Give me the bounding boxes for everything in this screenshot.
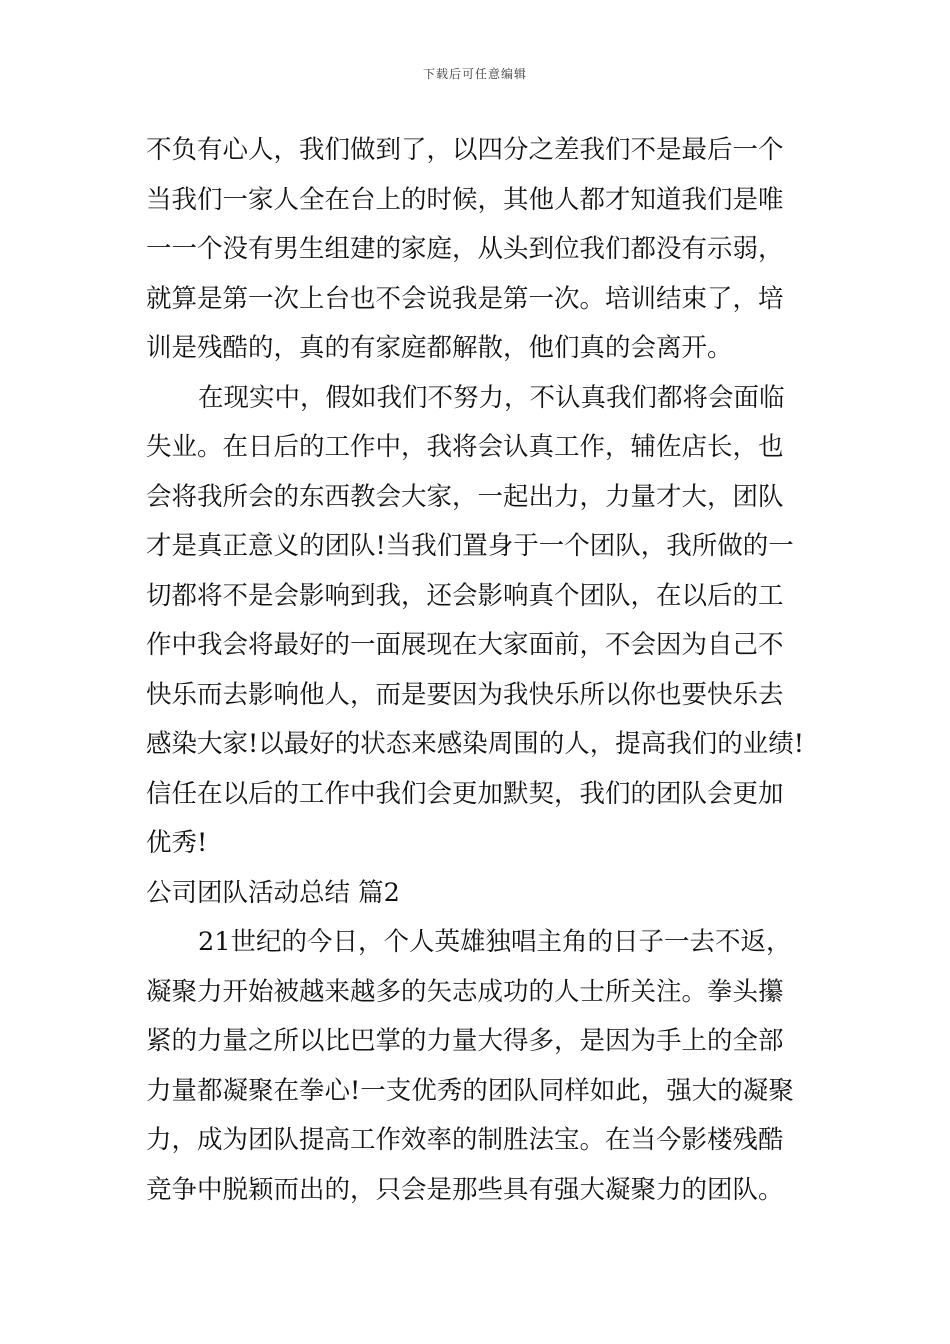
text-line: 才是真正意义的团队!当我们置身于一个团队，我所做的一 (146, 531, 794, 561)
text-line: 竞争中脱颖而出的，只会是那些具有强大凝聚力的团队。 (146, 1174, 784, 1205)
paragraph-start-line: 21世纪的今日，个人英雄独唱主角的日子一去不返， (198, 927, 792, 957)
text-line: 感染大家!以最好的状态来感染周围的人，提高我们的业绩! (146, 729, 804, 759)
text-line: 紧的力量之所以比巴掌的力量大得多，是因为手上的全部 (146, 1026, 784, 1056)
text-line: 训是残酷的，真的有家庭都解散，他们真的会离开。 (146, 333, 733, 363)
text-line: 切都将不是会影响到我，还会影响真个团队，在以后的工 (146, 580, 784, 611)
text-line: 作中我会将最好的一面展现在大家面前，不会因为自己不 (146, 630, 784, 660)
text-line: 优秀! (146, 828, 208, 858)
text-line: 就算是第一次上台也不会说我是第一次。培训结束了，培 (146, 283, 784, 314)
text-line: 失业。在日后的工作中，我将会认真工作，辅佐店长，也 (146, 432, 784, 462)
text-line: 当我们一家人全在台上的时候，其他人都才知道我们是唯 (146, 184, 784, 215)
text-line: 会将我所会的东西教会大家，一起出力，力量才大，团队 (146, 481, 784, 512)
text-line: 一一个没有男生组建的家庭，从头到位我们都没有示弱， (146, 234, 784, 264)
text-line: 快乐而去影响他人，而是要因为我快乐所以你也要快乐去 (146, 679, 784, 710)
page-header-note: 下载后可任意编辑 (422, 67, 527, 81)
text-line: 力，成为团队提高工作效率的制胜法宝。在当今影楼残酷 (146, 1125, 784, 1155)
text-line: 不负有心人，我们做到了，以四分之差我们不是最后一个 (146, 135, 784, 165)
document-body (146, 126, 826, 1215)
text-line: 信任在以后的工作中我们会更加默契，我们的团队会更加 (146, 778, 784, 809)
paragraph-start-line: 在现实中，假如我们不努力，不认真我们都将会面临 (198, 382, 785, 413)
text-line: 力量都凝聚在拳心!一支优秀的团队同样如此，强大的凝聚 (146, 1075, 794, 1106)
text-line: 凝聚力开始被越来越多的矢志成功的人士所关注。拳头攥 (146, 976, 784, 1007)
section-heading: 公司团队活动总结 篇2 (146, 877, 400, 908)
